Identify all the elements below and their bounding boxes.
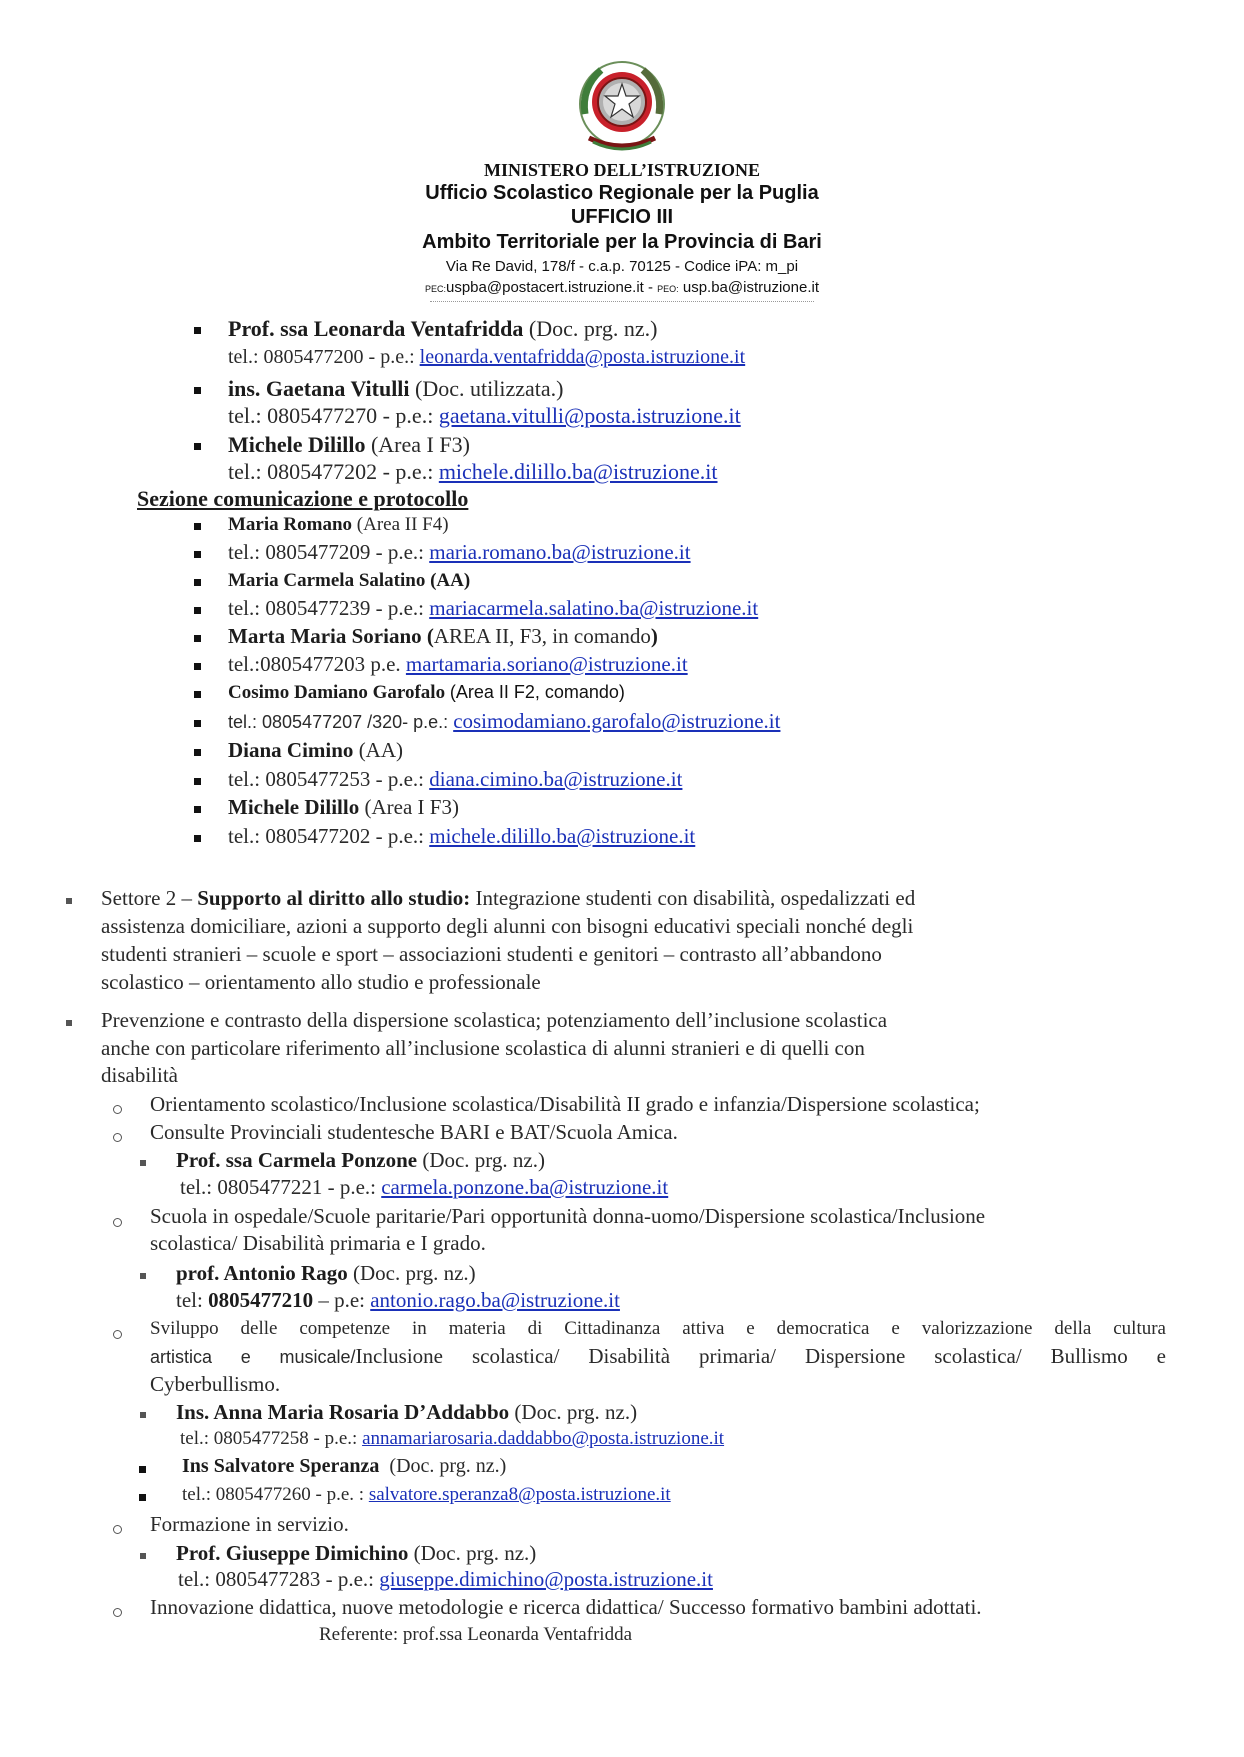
rago-tel-sep: – p.e: [313, 1288, 371, 1312]
bullet-circle [113, 1330, 122, 1339]
bullet-circle [113, 1105, 122, 1114]
contact-name: Prof. ssa Leonarda Ventafridda [228, 316, 524, 341]
staff-role-close: ) [650, 624, 658, 648]
rago-tel-number: 0805477210 [208, 1288, 314, 1312]
referente-line: Referente: prof.ssa Leonarda Ventafridda [319, 1624, 633, 1645]
staff-name-line [228, 682, 625, 704]
ponzone-tel: tel.: 0805477221 - p.e.: [180, 1175, 382, 1199]
contact-name-line [228, 432, 470, 458]
bullet-square [140, 1273, 146, 1279]
ospedale-item-cont: scolastica/ Disabilità primaria e I grado. [150, 1231, 486, 1255]
staff-name: Marta Maria Soriano ( [228, 624, 434, 648]
bullet-square [66, 898, 72, 904]
settore2-text: Integrazione studenti con disabilità, ospedalizzati ed [470, 886, 916, 910]
bullet-square [139, 1466, 146, 1473]
email-separator: - [643, 279, 658, 296]
ponzone-name: Prof. ssa Carmela Ponzone [176, 1148, 418, 1172]
bullet-circle [113, 1608, 122, 1617]
staff-tel: tel.: 0805477202 - p.e.: [228, 824, 430, 848]
staff-email-link[interactable]: martamaria.soriano@istruzione.it [405, 652, 688, 676]
contact-role: (Doc. prg. nz.) [528, 316, 658, 341]
bullet-square [140, 1553, 146, 1559]
peo-address: usp.ba@istruzione.it [682, 279, 819, 296]
sviluppo-line2 [150, 1344, 1166, 1369]
staff-name-line [228, 624, 658, 649]
rago-name: prof. Antonio Rago [176, 1261, 348, 1285]
staff-role: (AA) [358, 738, 404, 762]
bullet-square [194, 607, 201, 614]
orientamento-item: Orientamento scolastico/Inclusione scolastica/Disabilità II grado e infanzia/Dispersione scolastica; [150, 1092, 980, 1116]
ponzone-role: (Doc. prg. nz.) [422, 1148, 545, 1172]
staff-name-line [228, 738, 403, 763]
sviluppo-text: Sviluppo delle competenze in materia di Cittadinanza attiva e democratica e valorizzazione della cultura [150, 1318, 1166, 1339]
bullet-square [194, 387, 201, 394]
staff-email-link[interactable]: diana.cimino.ba@istruzione.it [429, 767, 683, 791]
staff-tel: tel.: 0805477209 - p.e.: [228, 540, 430, 564]
daddabbo-name-line [176, 1400, 637, 1425]
contact-tel-line [228, 346, 745, 369]
consulte-item: Consulte Provinciali studentesche BARI e BAT/Scuola Amica. [150, 1120, 678, 1144]
staff-email-link[interactable]: michele.dilillo.ba@istruzione.it [429, 824, 696, 848]
rago-name-line [176, 1261, 476, 1286]
dimichino-name-line [176, 1541, 536, 1566]
rago-email-link[interactable]: antonio.rago.ba@istruzione.it [370, 1288, 620, 1312]
staff-name: Michele Dilillo [228, 795, 360, 819]
ministry-name: MINISTERO DELL’ISTRUZIONE [484, 160, 760, 180]
settore2-lead: Settore 2 – [101, 886, 198, 910]
pec-address: uspba@postacert.istruzione.it [446, 279, 644, 296]
ponzone-tel-line [180, 1175, 668, 1200]
staff-tel-line [228, 652, 688, 677]
staff-tel-line [228, 767, 682, 792]
ponzone-name-line [176, 1148, 545, 1173]
bullet-square [194, 327, 201, 334]
innovazione-item: Innovazione didattica, nuove metodologie e ricerca didattica/ Successo formativo bambini adottati. [150, 1595, 982, 1619]
contact-tel: tel.: 0805477200 - p.e.: [228, 346, 420, 368]
rago-role: (Doc. prg. nz.) [352, 1261, 476, 1285]
rago-tel-line [176, 1288, 620, 1313]
staff-name: Maria Carmela Salatino (AA) [228, 570, 471, 591]
ospedale-item: Scuola in ospedale/Scuole paritarie/Pari opportunità donna-uomo/Dispersione scolastica/Inclusione [150, 1204, 986, 1228]
staff-tel: tel.:0805477203 p.e. [228, 652, 406, 676]
staff-role: (Area II F2, comando) [449, 682, 625, 702]
speranza-tel: tel.: 0805477260 - p.e. : [182, 1484, 369, 1505]
bullet-circle [113, 1133, 122, 1142]
contact-tel: tel.: 0805477202 - p.e.: [228, 459, 439, 484]
staff-email-link[interactable]: mariacarmela.salatino.ba@istruzione.it [429, 596, 759, 620]
ambito-title: Ambito Territoriale per la Provincia di Bari [422, 231, 822, 253]
staff-tel-line [228, 824, 695, 849]
staff-tel: tel.: 0805477207 /320- p.e.: [228, 712, 454, 732]
bullet-square [194, 635, 201, 642]
sviluppo-text-a: artistica e musicale/ [150, 1347, 356, 1367]
formazione-item: Formazione in servizio. [150, 1512, 349, 1536]
contact-role: (Area I F3) [370, 432, 470, 457]
staff-role: (Area II F4) [356, 514, 449, 535]
contact-email-link[interactable]: michele.dilillo.ba@istruzione.it [438, 459, 718, 484]
prevenzione-line: anche con particolare riferimento all’inclusione scolastica di alunni stranieri e di quelli con [101, 1036, 865, 1060]
speranza-tel-line [182, 1484, 671, 1506]
bullet-square [194, 523, 201, 530]
staff-email-link[interactable]: maria.romano.ba@istruzione.it [429, 540, 691, 564]
staff-tel-line [228, 709, 780, 734]
contact-name: Michele Dilillo [228, 432, 366, 457]
settore2-line: studenti stranieri – scuole e sport – associazioni studenti e genitori – contrasto all’abbandono [101, 942, 882, 966]
ponzone-email-link[interactable]: carmela.ponzone.ba@istruzione.it [381, 1175, 669, 1199]
sviluppo-line3: Cyberbullismo. [150, 1372, 281, 1396]
daddabbo-role: (Doc. prg. nz.) [514, 1400, 638, 1424]
office-address: Via Re David, 178/f - c.a.p. 70125 - Codice iPA: m_pi [445, 258, 799, 275]
bullet-square [194, 691, 201, 698]
bullet-square [194, 551, 201, 558]
staff-tel-line [228, 596, 758, 621]
sviluppo-line1 [150, 1318, 1166, 1340]
contact-tel: tel.: 0805477270 - p.e.: [228, 403, 439, 428]
staff-role: AREA II, F3, in comando [433, 624, 651, 648]
bullet-square [194, 720, 201, 727]
bullet-square [194, 663, 201, 670]
settore2-line [101, 886, 915, 911]
bullet-circle [113, 1218, 122, 1227]
staff-name-line [228, 795, 459, 820]
contact-name: ins. Gaetana Vitulli [228, 376, 410, 401]
section-title: Sezione comunicazione e protocollo [137, 486, 469, 511]
contact-name-line [228, 316, 657, 342]
office-number: UFFICIO III [570, 206, 674, 228]
daddabbo-name: Ins. Anna Maria Rosaria D’Addabbo [176, 1400, 510, 1424]
sviluppo-text-b: Inclusione scolastica/ Disabilità primaria/ Dispersione scolastica/ Bullismo e [355, 1344, 1166, 1368]
bullet-square [194, 835, 201, 842]
staff-name: Cosimo Damiano Garofalo [228, 682, 446, 703]
bullet-square [66, 1020, 72, 1026]
pec-label: PEC: [424, 284, 446, 294]
italian-republic-emblem [571, 58, 673, 158]
staff-name: Diana Cimino [228, 738, 354, 762]
contact-role: (Doc. utilizzata.) [415, 376, 564, 401]
bullet-circle [113, 1525, 122, 1534]
dimichino-email-link[interactable]: giuseppe.dimichino@posta.istruzione.it [379, 1567, 713, 1591]
prevenzione-line: Prevenzione e contrasto della dispersione scolastica; potenziamento dell’inclusione scolastica [101, 1008, 888, 1032]
speranza-name-line [182, 1455, 506, 1478]
staff-name-line [228, 570, 470, 592]
bullet-square [194, 579, 201, 586]
dimichino-tel: tel.: 0805477283 - p.e.: [178, 1567, 380, 1591]
staff-tel: tel.: 0805477253 - p.e.: [228, 767, 430, 791]
settore2-line: assistenza domiciliare, azioni a supporto degli alunni con bisogni educativi speciali nonché degli [101, 914, 914, 938]
speranza-role: (Doc. prg. nz.) [389, 1455, 507, 1477]
rago-tel-prefix: tel: [176, 1288, 209, 1312]
staff-tel: tel.: 0805477239 - p.e.: [228, 596, 430, 620]
contact-tel-line [228, 459, 718, 485]
daddabbo-email-link[interactable]: annamariarosaria.daddabbo@posta.istruzione.it [362, 1428, 725, 1449]
settore2-line: scolastico – orientamento allo studio e professionale [101, 970, 541, 994]
settore2-title: Supporto al diritto allo studio: [197, 886, 471, 910]
office-email-line [0, 279, 1244, 296]
dimichino-role: (Doc. prg. nz.) [413, 1541, 537, 1565]
header-divider [430, 301, 814, 302]
contact-email-link[interactable]: leonarda.ventafridda@posta.istruzione.it [419, 346, 746, 368]
bullet-square [140, 1160, 146, 1166]
daddabbo-tel: tel.: 0805477258 - p.e.: [180, 1428, 363, 1449]
contact-tel-line [228, 403, 741, 429]
contact-email-link[interactable]: gaetana.vitulli@posta.istruzione.it [438, 403, 741, 428]
bullet-square [194, 806, 201, 813]
dimichino-tel-line [178, 1567, 713, 1592]
bullet-square [194, 443, 201, 450]
speranza-email-link[interactable]: salvatore.speranza8@posta.istruzione.it [368, 1484, 671, 1505]
bullet-square [194, 778, 201, 785]
contact-name-line [228, 376, 563, 402]
bullet-square [194, 749, 201, 756]
bullet-square [140, 1412, 146, 1418]
bullet-square [139, 1494, 146, 1501]
staff-role: (Area I F3) [364, 795, 459, 819]
staff-name: Maria Romano [228, 514, 353, 535]
dimichino-name: Prof. Giuseppe Dimichino [176, 1541, 409, 1565]
staff-tel-line [228, 540, 691, 565]
peo-label: PEO: [657, 284, 679, 294]
speranza-name: Ins Salvatore Speranza [182, 1455, 380, 1477]
staff-name-line [228, 514, 449, 536]
staff-email-link[interactable]: cosimodamiano.garofalo@istruzione.it [453, 709, 781, 733]
daddabbo-tel-line [180, 1428, 724, 1450]
office-regional: Ufficio Scolastico Regionale per la Puglia [425, 182, 819, 204]
prevenzione-line: disabilità [101, 1063, 178, 1087]
